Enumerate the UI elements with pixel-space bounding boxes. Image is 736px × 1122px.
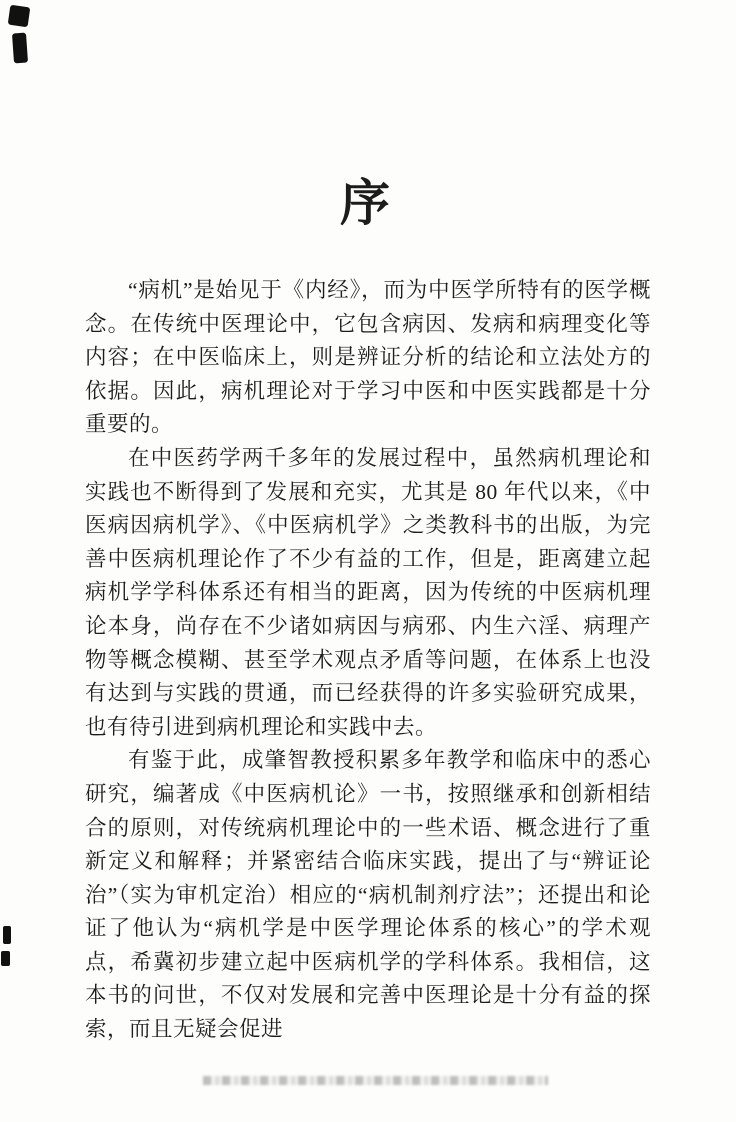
scan-smudge-artifact	[203, 1076, 548, 1085]
paragraph: 有鉴于此，成肇智教授积累多年教学和临床中的悉心研究，编著成《中医病机论》一书，按照继承和创新相结合的原则，对传统病机理论中的一些术语、概念进行了重新定义和解释；并紧密结合临床实践，提出了与“辨证论治”（实为审机定治）相应的“病机制剂疗法”；还提出和论证了他认为“病机学是中医学理论体系的核心”的学术观点，希冀初步建立起中医病机学的学科体系。我相信，这本书的问世，不仅对发展和完善中医理论是十分有益的探索，而且无疑会促进	[85, 748, 651, 1042]
body-text	[85, 274, 651, 1047]
scan-artifact	[8, 5, 31, 28]
page-title: 序	[340, 174, 396, 232]
paragraph: “病机”是始见于《内经》，而为中医学所特有的医学概念。在传统中医理论中，它包含病因、发病和病理变化等内容；在中医临床上，则是辨证分析的结论和立法处方的依据。因此，病机理论对于学习中医和中医实践都是十分重要的。	[85, 278, 651, 437]
paragraph: 在中医药学两千多年的发展过程中，虽然病机理论和实践也不断得到了发展和充实，尤其是 80 年代以来，《中医病因病机学》、《中医病机学》之类教科书的出版，为完善中医病机理论作了不少有益的工作，但是，距离建立起病机学学科体系还有相当的距离，因为传统的中医病机理论本身，尚存在不少诸如病因与病邪、内生六淫、病理产物等概念模糊、甚至学术观点矛盾等问题，在体系上也没有达到与实践的贯通，而已经获得的许多实验研究成果，也有待引进到病机理论和实践中去。	[85, 445, 651, 739]
scan-artifact	[3, 926, 11, 944]
scan-artifact	[12, 33, 28, 64]
scan-artifact	[1, 951, 10, 966]
